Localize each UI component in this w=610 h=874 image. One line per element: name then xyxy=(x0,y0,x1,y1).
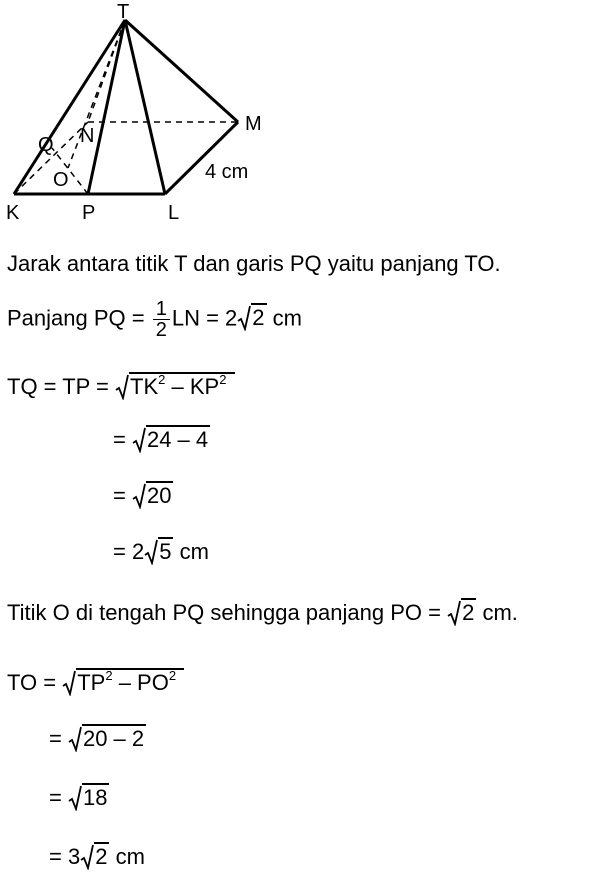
label-o: O xyxy=(53,169,69,191)
line-1 xyxy=(7,250,501,278)
label-m: M xyxy=(245,113,262,135)
edge-tk xyxy=(14,20,125,194)
label-n: N xyxy=(80,125,95,147)
line-2 xyxy=(7,299,302,340)
sqrt-tp-po xyxy=(62,662,184,697)
line-4 xyxy=(113,426,210,454)
equals-coeff: = 3 xyxy=(49,844,81,869)
line-3 xyxy=(7,366,235,401)
radical-sign-icon xyxy=(80,844,94,870)
radicand: 2 xyxy=(252,305,265,331)
radicand xyxy=(129,372,235,399)
radical-sign-icon xyxy=(237,305,251,331)
fraction-denominator: 2 xyxy=(155,319,167,341)
radicand: 5 xyxy=(159,539,172,564)
to-label: TO = xyxy=(7,670,63,695)
radicand: 24 – 4 xyxy=(146,427,209,452)
label-q: Q xyxy=(38,134,54,156)
equals-coeff: = 2 xyxy=(113,539,145,564)
line-5 xyxy=(113,482,173,510)
line-6 xyxy=(113,538,209,566)
radical-sign-icon xyxy=(115,374,129,400)
unit-cm: cm. xyxy=(476,600,518,625)
fraction-numerator: 1 xyxy=(153,299,170,320)
line-7 xyxy=(7,599,518,627)
equals: = xyxy=(113,427,132,452)
text-line-1: Jarak antara titik T dan garis PQ yaitu panjang TO. xyxy=(7,251,501,276)
tq-tp-label: TQ = TP = xyxy=(7,374,116,399)
unit-cm: cm xyxy=(266,305,302,331)
edge-tm xyxy=(125,20,238,122)
radicand xyxy=(76,668,184,695)
line-8 xyxy=(7,662,184,697)
term-tp: TP xyxy=(77,670,106,695)
radical-sign-icon xyxy=(132,427,146,453)
sqrt-24-4 xyxy=(132,426,210,454)
exponent: 2 xyxy=(219,372,227,387)
label-t: T xyxy=(117,1,130,23)
sqrt-20-2 xyxy=(68,725,146,753)
label-p: P xyxy=(82,202,96,224)
unit-cm: cm xyxy=(173,539,209,564)
edge-kn-hidden xyxy=(14,122,88,194)
radicand: 20 – 2 xyxy=(82,726,145,751)
radicand: 2 xyxy=(462,600,475,625)
edge-tl xyxy=(125,20,165,194)
text-line-7: Titik O di tengah PQ sehingga panjang PO = xyxy=(7,600,448,625)
radical-sign-icon xyxy=(144,539,158,565)
sqrt-5 xyxy=(144,538,173,566)
sqrt-20 xyxy=(132,482,173,510)
edge-lm xyxy=(165,122,238,194)
pq-ln: LN = 2 xyxy=(171,305,238,331)
sqrt-2 xyxy=(237,304,266,332)
unit-cm: cm xyxy=(109,844,145,869)
radical-sign-icon xyxy=(447,600,461,626)
radical-sign-icon xyxy=(132,483,146,509)
radical-sign-icon xyxy=(68,726,82,752)
equals: = xyxy=(49,726,68,751)
exponent: 2 xyxy=(158,372,166,387)
equals: = xyxy=(49,785,68,810)
exponent: 2 xyxy=(105,668,113,683)
radicand: 18 xyxy=(82,785,108,810)
sqrt-2 xyxy=(80,843,109,871)
radical-sign-icon xyxy=(68,785,82,811)
exponent: 2 xyxy=(168,668,177,683)
equals: = xyxy=(113,483,132,508)
line-11 xyxy=(49,843,145,871)
term-po: – PO xyxy=(112,670,169,695)
radicand: 2 xyxy=(95,844,108,869)
radicand: 20 xyxy=(146,483,172,508)
fraction-half xyxy=(153,299,170,340)
term-kp: – KP xyxy=(165,374,220,399)
pq-label: Panjang PQ = xyxy=(7,305,151,331)
sqrt-18 xyxy=(68,784,109,812)
sqrt-tk-kp xyxy=(115,366,235,401)
label-k: K xyxy=(6,202,20,224)
sqrt-2 xyxy=(447,599,476,627)
term-tk: TK xyxy=(130,374,159,399)
line-10 xyxy=(49,784,109,812)
radical-sign-icon xyxy=(62,670,76,696)
label-l: L xyxy=(168,202,180,224)
label-edge-length: 4 cm xyxy=(205,161,249,183)
pyramid-diagram xyxy=(0,0,610,230)
line-9 xyxy=(49,725,146,753)
